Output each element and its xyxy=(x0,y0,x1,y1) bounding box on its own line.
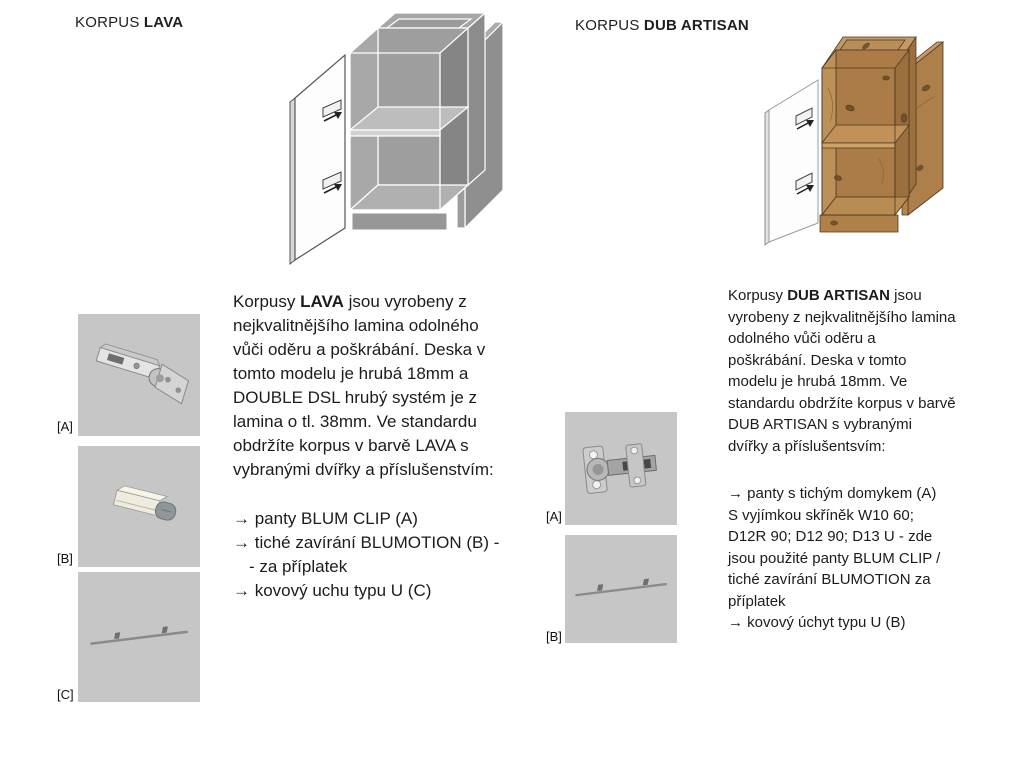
lava-component-label-a: [A] xyxy=(57,419,73,434)
lava-bullet-2-line1: → tiché zavírání BLUMOTION (B) - xyxy=(233,533,500,552)
lava-component-photo-b xyxy=(78,446,200,567)
lava-plinth xyxy=(352,213,447,230)
lava-intro-paragraph xyxy=(233,290,513,482)
blumotion-damper-image xyxy=(78,446,200,567)
lava-intro-rest: jsou vyrobeny z nejkvalitnějšího lamina odolného vůči oděru a poškrábání. Deska v tomto modelu je hrubá 18mm a DOUBLE DSL hrubý systém je z lamina o tl. 38mm. Ve standardu obdržíte korpus v barvě LAVA s vybranými dvířky a příslušenstvím: xyxy=(233,292,494,479)
right-section-title xyxy=(575,17,749,34)
artisan-intro-rest: jsou vyrobeny z nejkvalitnějšího lamina odolného vůči oděru a poškrábání. Deska v tomto modelu je hrubá 18mm. Ve standardu obdržíte korpus v barvě DUB ARTISAN s vybranými dvířky a příslušentsvím: xyxy=(728,287,956,455)
lava-bullet-2-line2: - za příplatek xyxy=(249,557,348,576)
lava-component-photo-a xyxy=(78,314,200,436)
artisan-cabinet-body xyxy=(822,37,916,215)
right-title-name: DUB ARTISAN xyxy=(643,17,749,34)
artisan-component-label-b: [B] xyxy=(546,629,562,644)
artisan-bullet-1-line1: → panty s tichým domykem (A) xyxy=(728,485,937,502)
right-title-prefix: KORPUS xyxy=(575,17,644,34)
left-title-name: LAVA xyxy=(143,14,184,31)
lava-cabinet-body xyxy=(350,13,485,210)
lava-open-door xyxy=(290,55,345,264)
lava-bullet-2 xyxy=(233,531,513,579)
artisan-bullet-list xyxy=(728,483,956,634)
u-handle-image xyxy=(565,535,677,643)
left-title-prefix: KORPUS xyxy=(75,14,144,31)
artisan-bullet-2: → kovový úchyt typu U (B) xyxy=(728,614,906,631)
lava-component-photo-c xyxy=(78,572,200,702)
lava-intro-bold: LAVA xyxy=(300,292,344,311)
lava-component-label-c: [C] xyxy=(57,687,74,702)
soft-close-hinge-image xyxy=(565,412,677,525)
artisan-plinth xyxy=(820,215,898,232)
artisan-component-photo-a xyxy=(565,412,677,525)
artisan-bullet-1 xyxy=(728,483,956,612)
artisan-intro-bold: DUB ARTISAN xyxy=(787,287,890,304)
lava-intro-prefix: Korpusy xyxy=(233,292,301,311)
left-section-title xyxy=(75,14,183,31)
artisan-open-door xyxy=(765,80,818,245)
u-handle-image xyxy=(78,572,200,702)
lava-bullet-1: → panty BLUM CLIP (A) xyxy=(233,509,418,528)
lava-bullet-3: → kovový uchu typu U (C) xyxy=(233,581,432,600)
artisan-description xyxy=(728,285,956,634)
artisan-cabinet-3d-drawing xyxy=(738,18,966,258)
lava-bullet-list xyxy=(233,507,513,603)
artisan-intro-prefix: Korpusy xyxy=(728,287,788,304)
lava-cabinet-illustration xyxy=(285,8,515,270)
artisan-intro-paragraph xyxy=(728,285,956,457)
lava-component-label-b: [B] xyxy=(57,551,73,566)
artisan-component-photo-b xyxy=(565,535,677,643)
lava-cabinet-3d-drawing xyxy=(285,8,515,270)
artisan-cabinet-illustration xyxy=(738,18,966,258)
lava-description xyxy=(233,290,513,603)
blum-clip-hinge-image xyxy=(78,314,200,436)
artisan-bullet-1-continuation: S vyjímkou skříněk W10 60; D12R 90; D12 90; D13 U - zde jsou použité panty BLUM CLIP / tiché zavírání BLUMOTION za příplatek xyxy=(728,506,941,610)
artisan-component-label-a: [A] xyxy=(546,509,562,524)
